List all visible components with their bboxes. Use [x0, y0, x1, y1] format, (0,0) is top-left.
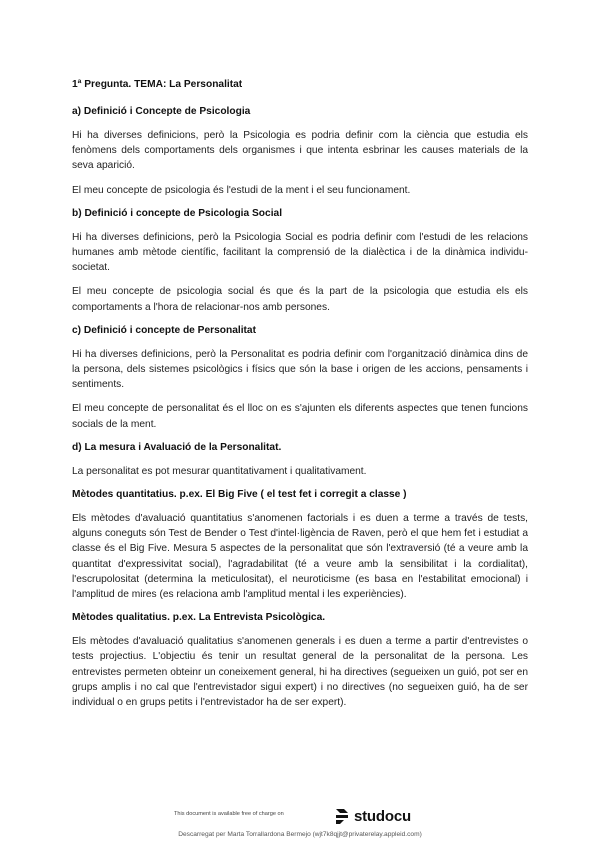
- availability-note: This document is available free of charge on: [174, 811, 284, 817]
- page-footer: [0, 804, 600, 848]
- section-metodes-qualitatius: [72, 611, 528, 710]
- paragraph: Hi ha diverses definicions, però la Personalitat es podria definir com l'organització dinàmica dins de la persona, dels sistemes psicològics i físics que són la base i origen de les accions, pensaments i sentiments.: [72, 348, 528, 391]
- paragraph: Hi ha diverses definicions, però la Psicologia es podria definir com la ciència que estudia els fenòmens dels comportaments dels organismes i que intenta esbrinar les causes materials de la seva aparició.: [72, 130, 528, 172]
- paragraph: El meu concepte de psicologia és l'estudi de la ment i el seu funcionament.: [72, 184, 411, 196]
- section-heading: Mètodes qualitatius. p.ex. La Entrevista Psicològica.: [72, 612, 326, 624]
- section-psicologia-social: [72, 207, 528, 315]
- studocu-banner[interactable]: [0, 804, 600, 828]
- studocu-logo-icon: [333, 806, 351, 826]
- paragraph: El meu concepte de psicologia social és que és la part de la psicologia que estudia els els comportaments a l'hora de relacionar-nos amb persones.: [72, 286, 528, 313]
- section-heading: c) Definició i concepte de Personalitat: [72, 324, 256, 336]
- section-heading: a) Definició i Concepte de Psicologia: [72, 106, 251, 117]
- section-heading: b) Definició i concepte de Psicologia Social: [72, 207, 283, 219]
- paragraph: La personalitat es pot mesurar quantitativament i qualitativament.: [72, 465, 367, 477]
- paragraph: Els mètodes d'avaluació qualitatius s'anomenen generals i es duen a terme a partir d'entrevistes o tests projectius. L'objectiu és tenir un resultat general de la personalitat de la persona. Les entrevistes permeten obteinr un coneixement general, hi ha directives (segueixen un guió, pot ser en grups amplis i no cal que l'entrevistador sigui expert) i no directives (no segueixen guió, ha de ser individual o en grups petits i l'entrevistador ha de ser expert).: [72, 636, 528, 709]
- paragraph: Els mètodes d'avaluació quantitatius s'anomenen factorials i es duen a terme a través de tests, alguns coneguts són Test de Bender o Test d'intel·ligència de Raven, però el que hem fet i estudiat a classe és el Big Five. Mesura 5 aspectes de la personalitat que són l'extraversió (té a veure amb la quantitat d'expressivitat social), l'agradabilitat (té a veure amb la sensibilitat i la cordialitat), l'escrupolositat (determina la meticulositat), el neuroticisme (es basa en l'estabilitat emocional) i l'amplitud de mires (es relaciona amb l'amplitud mental i les experiències).: [72, 513, 528, 601]
- paragraph: Hi ha diverses definicions, però la Psicologia Social es podria definir com l'estudi de les relacions humanes amb mètode científic, facilitant la comprensió de la dialèctica i de la dinàmica individu-societat.: [72, 231, 528, 274]
- document-title: 1ª Pregunta. TEMA: La Personalitat: [72, 79, 243, 90]
- section-metodes-quantitatius: [72, 488, 528, 602]
- studocu-logo-text: studocu: [354, 807, 411, 825]
- section-definicio-psicologia: [72, 105, 528, 198]
- paragraph: El meu concepte de personalitat és el lloc on es s'ajunten els diferents aspectes que tenen funcions socials de la ment.: [72, 403, 528, 430]
- section-heading: Mètodes quantitatius. p.ex. El Big Five ( el test fet i corregit a classe ): [72, 489, 407, 501]
- studocu-logo[interactable]: [333, 806, 411, 826]
- section-heading: d) La mesura i Avaluació de la Personalitat.: [72, 441, 282, 453]
- section-personalitat: [72, 324, 528, 432]
- document-page: [72, 78, 528, 719]
- downloaded-by-note: Descarregat per Marta Torrallardona Bermejo (wjt7k8qjjt@privaterelay.appleid.com): [178, 831, 422, 838]
- section-mesura-avaluacio: [72, 441, 528, 479]
